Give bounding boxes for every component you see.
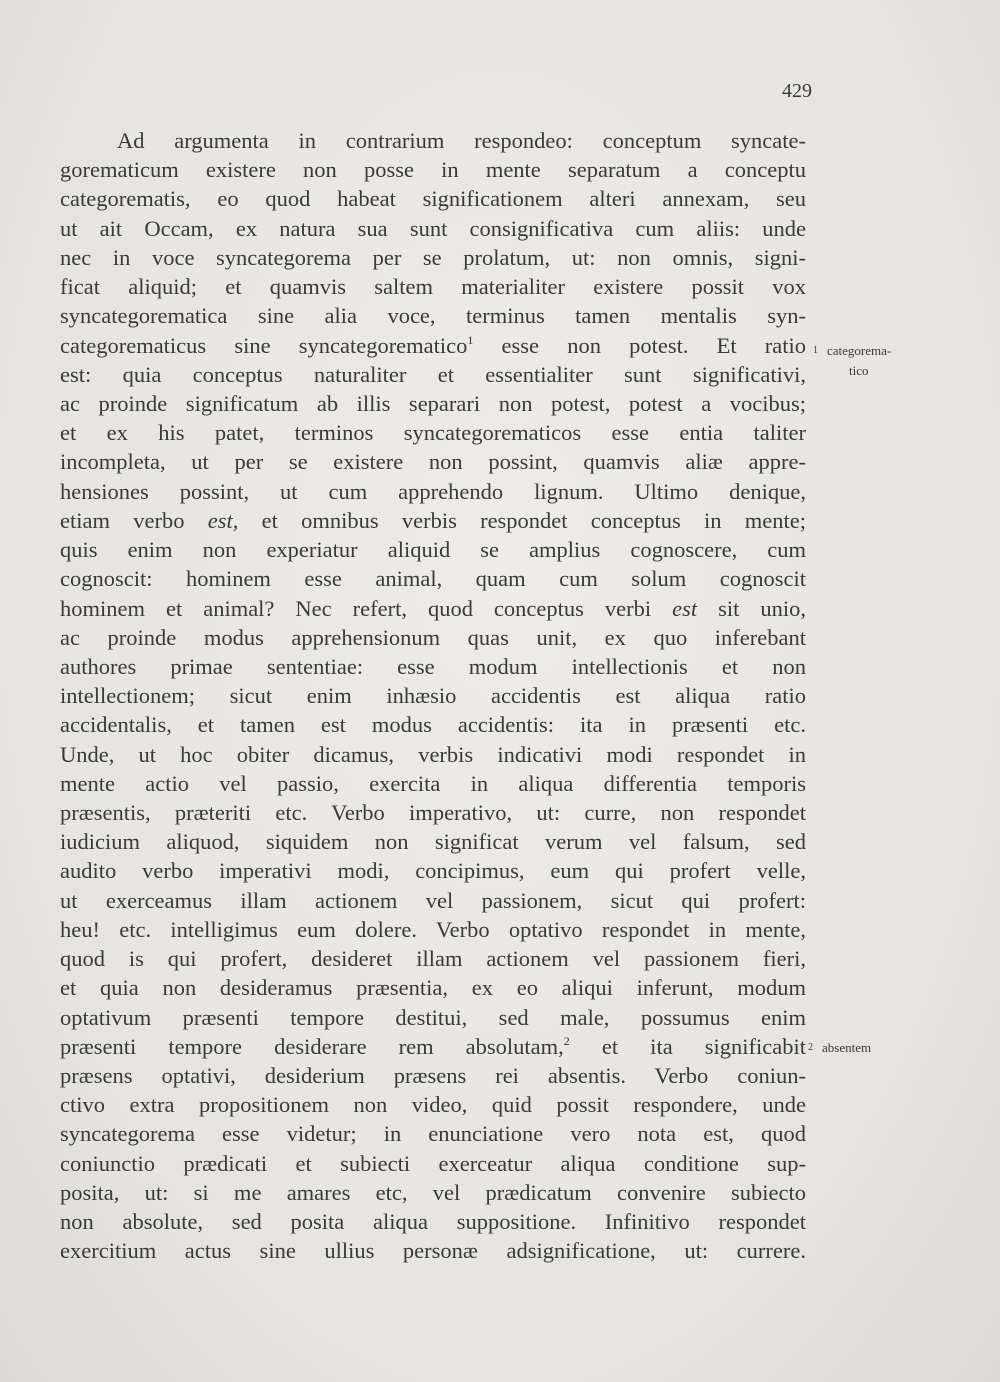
text-line: audito verbo imperativi modi, concipimus, eum qui profert velle, xyxy=(60,858,806,884)
text-line-with-italic xyxy=(60,594,806,623)
margin-note-marker: 2 xyxy=(808,1042,813,1053)
text-segment: etiam verbo xyxy=(60,507,185,533)
text-segment: esse non potest. Et ratio xyxy=(473,332,806,358)
margin-note xyxy=(813,341,891,381)
page-number: 429 xyxy=(782,80,812,102)
text-line: et ex his patet, terminos syncategorematicos esse entia taliter xyxy=(60,420,806,446)
text-line: non absolute, sed posita aliqua suppositione. Infinitivo respondet xyxy=(60,1209,806,1235)
text-line: Unde, ut hoc obiter dicamus, verbis indicativi modi respondet in xyxy=(60,741,806,767)
text-segment: et ita significabit xyxy=(569,1033,806,1059)
text-line: ac proinde modus apprehensionum quas unit, ex quo inferebant xyxy=(60,624,806,650)
text-line: gorematicum existere non posse in mente separatum a conceptu xyxy=(60,157,806,183)
text-line: est: quia conceptus naturaliter et essentialiter sunt significativi, xyxy=(60,361,806,387)
text-line: ut ait Occam, ex natura sua sunt consignificativa cum aliis: unde xyxy=(60,215,806,241)
text-line: iudicium aliquod, siquidem non significat verum vel falsum, sed xyxy=(60,829,806,855)
margin-note-text: absentem xyxy=(822,1040,872,1055)
margin-note-text: categorema- xyxy=(827,343,892,358)
text-line: ut exerceamus illam actionem vel passionem, sicut qui profert: xyxy=(60,887,806,913)
text-line: accidentalis, et tamen est modus accidentis: ita in præsenti etc. xyxy=(60,712,806,738)
text-line: syncategorema esse videtur; in enunciatione vero nota est, quod xyxy=(60,1121,806,1147)
text-line: præsentis, præteriti etc. Verbo imperativo, ut: curre, non respondet xyxy=(60,800,806,826)
text-line-with-italic xyxy=(60,506,806,535)
text-line-with-footnote xyxy=(60,1032,806,1061)
text-line: heu! etc. intelligimus eum dolere. Verbo optativo respondet in mente, xyxy=(60,916,806,942)
text-segment: hominem et animal? Nec refert, quod conceptus verbi xyxy=(60,595,652,621)
text-line: præsens optativi, desiderium præsens rei absentis. Verbo coniun- xyxy=(60,1063,806,1088)
text-line: incompleta, ut per se existere non possint, quamvis aliæ appre- xyxy=(60,449,806,475)
text-segment: sit unio, xyxy=(697,595,806,621)
text-line: authores primae sententiae: esse modum intellectionis et non xyxy=(60,653,806,679)
text-line: exercitium actus sine ullius personæ adsignificatione, ut: currere. xyxy=(60,1238,806,1264)
text-line: optativum præsenti tempore destitui, sed male, possumus enim xyxy=(60,1004,806,1030)
text-line: categorematis, eo quod habeat significationem alteri annexam, seu xyxy=(60,186,806,212)
text-line: ctivo extra propositionem non video, quid possit respondere, unde xyxy=(60,1092,806,1118)
text-line: posita, ut: si me amares etc, vel prædicatum convenire subiecto xyxy=(60,1179,806,1205)
text-line: syncategorematica sine alia voce, terminus tamen mentalis syn- xyxy=(60,303,806,329)
text-segment: et omnibus verbis respondet conceptus in mente; xyxy=(238,507,806,533)
margin-note-text: tico xyxy=(849,363,869,378)
text-line: ficat aliquid; et quamvis saltem materialiter existere possit vox xyxy=(60,274,806,300)
text-line: mente actio vel passio, exercita in aliqua differentia temporis xyxy=(60,770,806,796)
text-line: ac proinde significatum ab illis separari non potest, potest a vocibus; xyxy=(60,390,806,416)
body-text xyxy=(60,126,806,1266)
footnote-marker: 1 xyxy=(467,332,474,347)
text-line: nec in voce syncategorema per se prolatum, ut: non omnis, signi- xyxy=(60,244,806,270)
text-line: hensiones possint, ut cum apprehendo lignum. Ultimo denique, xyxy=(60,478,806,504)
margin-note-marker: 1 xyxy=(813,345,818,356)
footnote-marker: 2 xyxy=(563,1033,570,1048)
margin-note xyxy=(808,1038,871,1058)
text-line: quod is qui profert, desideret illam actionem vel passionem fieri, xyxy=(60,946,806,972)
text-line: Ad argumenta in contrarium respondeo: conceptum syncate- xyxy=(117,128,806,153)
text-line: cognoscit: hominem esse animal, quam cum solum cognoscit xyxy=(60,566,806,592)
text-segment: præsenti tempore desiderare rem absolutam, xyxy=(60,1033,564,1059)
italic-word: est xyxy=(672,595,698,621)
text-line-with-footnote xyxy=(60,331,806,360)
text-line: et quia non desideramus præsentia, ex eo aliqui inferunt, modum xyxy=(60,975,806,1001)
text-line: quis enim non experiatur aliquid se amplius cognoscere, cum xyxy=(60,537,806,563)
text-line: intellectionem; sicut enim inhæsio accidentis est aliqua ratio xyxy=(60,683,806,709)
text-line: coniunctio prædicati et subiecti exerceatur aliqua conditione sup- xyxy=(60,1150,806,1176)
text-segment: categorematicus sine syncategorematico xyxy=(60,332,468,358)
italic-word: est, xyxy=(207,507,239,533)
